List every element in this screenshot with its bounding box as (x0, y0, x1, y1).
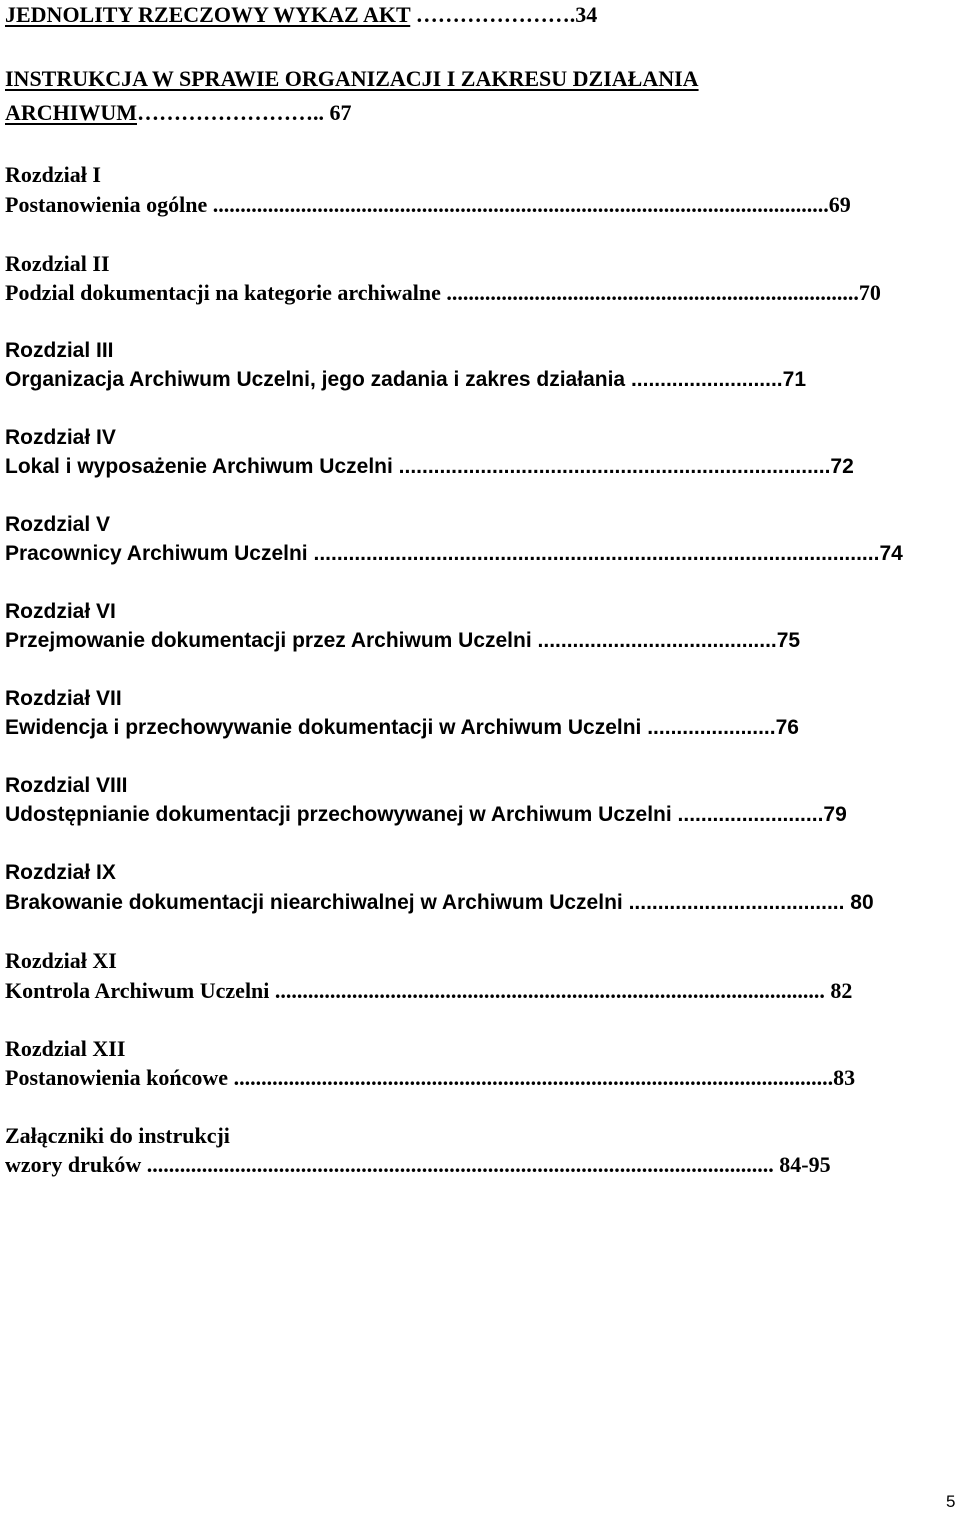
toc-leader: .......................................................................... (392, 455, 831, 478)
toc-leader: ......................... (671, 803, 824, 826)
toc-page: 80 (844, 891, 874, 914)
chapter-title: Podzial dokumentacji na kategorie archiwalne (5, 280, 441, 305)
toc-entry-chapter-6[interactable] (5, 626, 800, 656)
toc-jrwa-leader: …………………. (410, 2, 576, 27)
chapter-heading-text: Rozdzial VIII (5, 774, 128, 797)
toc-leader: .......................... (625, 368, 783, 391)
toc-instrukcja-leader: …………………….. (137, 100, 324, 125)
chapter-title: Postanowienia końcowe (5, 1065, 229, 1090)
chapter-heading-10 (5, 946, 117, 976)
chapter-heading-6 (5, 597, 116, 627)
chapter-heading-8 (5, 771, 128, 801)
chapter-heading-text: Rozdzial XII (5, 1036, 126, 1061)
chapter-heading-text: Rozdzial III (5, 339, 114, 362)
toc-leader: ......................................... (531, 629, 777, 652)
chapter-heading-text: Rozdział I (5, 162, 101, 187)
toc-entry-chapter-8[interactable] (5, 800, 847, 830)
chapter-heading-text: Rozdzial V (5, 513, 111, 536)
toc-entry-chapter-5[interactable] (5, 539, 903, 569)
chapter-heading-4 (5, 423, 116, 453)
toc-entry-chapter-7[interactable] (5, 713, 799, 743)
toc-page: 84-95 (773, 1152, 831, 1177)
chapter-heading-3 (5, 336, 114, 366)
toc-page: 72 (830, 455, 854, 478)
toc-leader: ................................................................................................................ (207, 192, 829, 217)
chapter-heading-2 (5, 249, 110, 279)
chapter-heading-9 (5, 858, 116, 888)
chapter-title: Kontrola Archiwum Uczelni (5, 978, 270, 1003)
chapter-title: wzory druków (5, 1152, 142, 1177)
toc-instrukcja-title-line2[interactable]: ARCHIWUM (5, 100, 137, 125)
chapter-heading-text: Rozdział VI (5, 600, 116, 623)
toc-entry-chapter-9[interactable] (5, 888, 874, 918)
toc-instrukcja-page: 67 (324, 100, 352, 125)
toc-leader: ...................... (641, 716, 776, 739)
toc-entry-chapter-3[interactable] (5, 365, 806, 395)
toc-page: 79 (823, 803, 847, 826)
chapter-heading-12 (5, 1121, 230, 1151)
toc-leader: ........................................................................... (440, 280, 859, 305)
toc-instrukcja-title-line1[interactable]: INSTRUKCJA W SPRAWIE ORGANIZACJI I ZAKRESU DZIAŁANIA (5, 66, 699, 91)
toc-leader: ................................................................................................. (307, 542, 880, 565)
chapter-heading-1 (5, 160, 101, 190)
toc-page: 83 (833, 1065, 856, 1090)
chapter-heading-7 (5, 684, 122, 714)
chapter-heading-text: Rozdzial II (5, 251, 110, 276)
toc-leader: .................................................................................................... (269, 978, 825, 1003)
toc-entry-instrukcja-line1[interactable] (5, 64, 699, 94)
chapter-heading-text: Rozdział IV (5, 426, 116, 449)
toc-page: 70 (858, 280, 881, 305)
toc-entry-chapter-2[interactable] (5, 278, 881, 308)
chapter-title: Brakowanie dokumentacji niearchiwalnej w Archiwum Uczelni (5, 891, 623, 914)
toc-page: 76 (775, 716, 799, 739)
toc-page: 69 (828, 192, 851, 217)
chapter-heading-5 (5, 510, 110, 540)
toc-leader: ............................................................................................................. (228, 1065, 834, 1090)
chapter-heading-text: Załączniki do instrukcji (5, 1123, 230, 1148)
toc-leader: ..................................... (622, 891, 845, 914)
chapter-heading-text: Rozdział XI (5, 948, 117, 973)
toc-entry-chapter-1[interactable] (5, 190, 851, 220)
toc-entry-chapter-10[interactable] (5, 976, 852, 1006)
toc-leader: .................................................................................................................. (141, 1152, 774, 1177)
toc-entry-chapter-4[interactable] (5, 452, 854, 482)
chapter-title: Postanowienia ogólne (5, 192, 208, 217)
toc-entry-instrukcja-line2[interactable] (5, 98, 352, 128)
toc-jrwa-title[interactable]: JEDNOLITY RZECZOWY WYKAZ AKT (5, 2, 411, 27)
chapter-title: Organizacja Archiwum Uczelni, jego zadania i zakres działania (5, 368, 626, 391)
chapter-title: Lokal i wyposażenie Archiwum Uczelni (5, 455, 393, 478)
chapter-title: Pracownicy Archiwum Uczelni (5, 542, 308, 565)
chapter-title: Ewidencja i przechowywanie dokumentacji w Archiwum Uczelni (5, 716, 642, 739)
toc-page: 75 (776, 629, 801, 652)
chapter-heading-11 (5, 1034, 125, 1064)
toc-page: 82 (824, 978, 853, 1003)
chapter-heading-text: Rozdział IX (5, 861, 116, 884)
chapter-title: Przejmowanie dokumentacji przez Archiwum Uczelni (5, 629, 532, 652)
toc-page: 71 (782, 368, 806, 391)
page-number: 5 (946, 1492, 956, 1511)
chapter-title: Udostępnianie dokumentacji przechowywanej w Archiwum Uczelni (5, 803, 672, 826)
toc-entry-chapter-12[interactable] (5, 1150, 831, 1180)
chapter-heading-text: Rozdział VII (5, 687, 122, 710)
toc-jrwa-page: 34 (575, 2, 598, 27)
toc-entry-chapter-11[interactable] (5, 1063, 855, 1093)
toc-entry-jrwa[interactable] (5, 0, 597, 30)
toc-page: 74 (879, 542, 903, 565)
